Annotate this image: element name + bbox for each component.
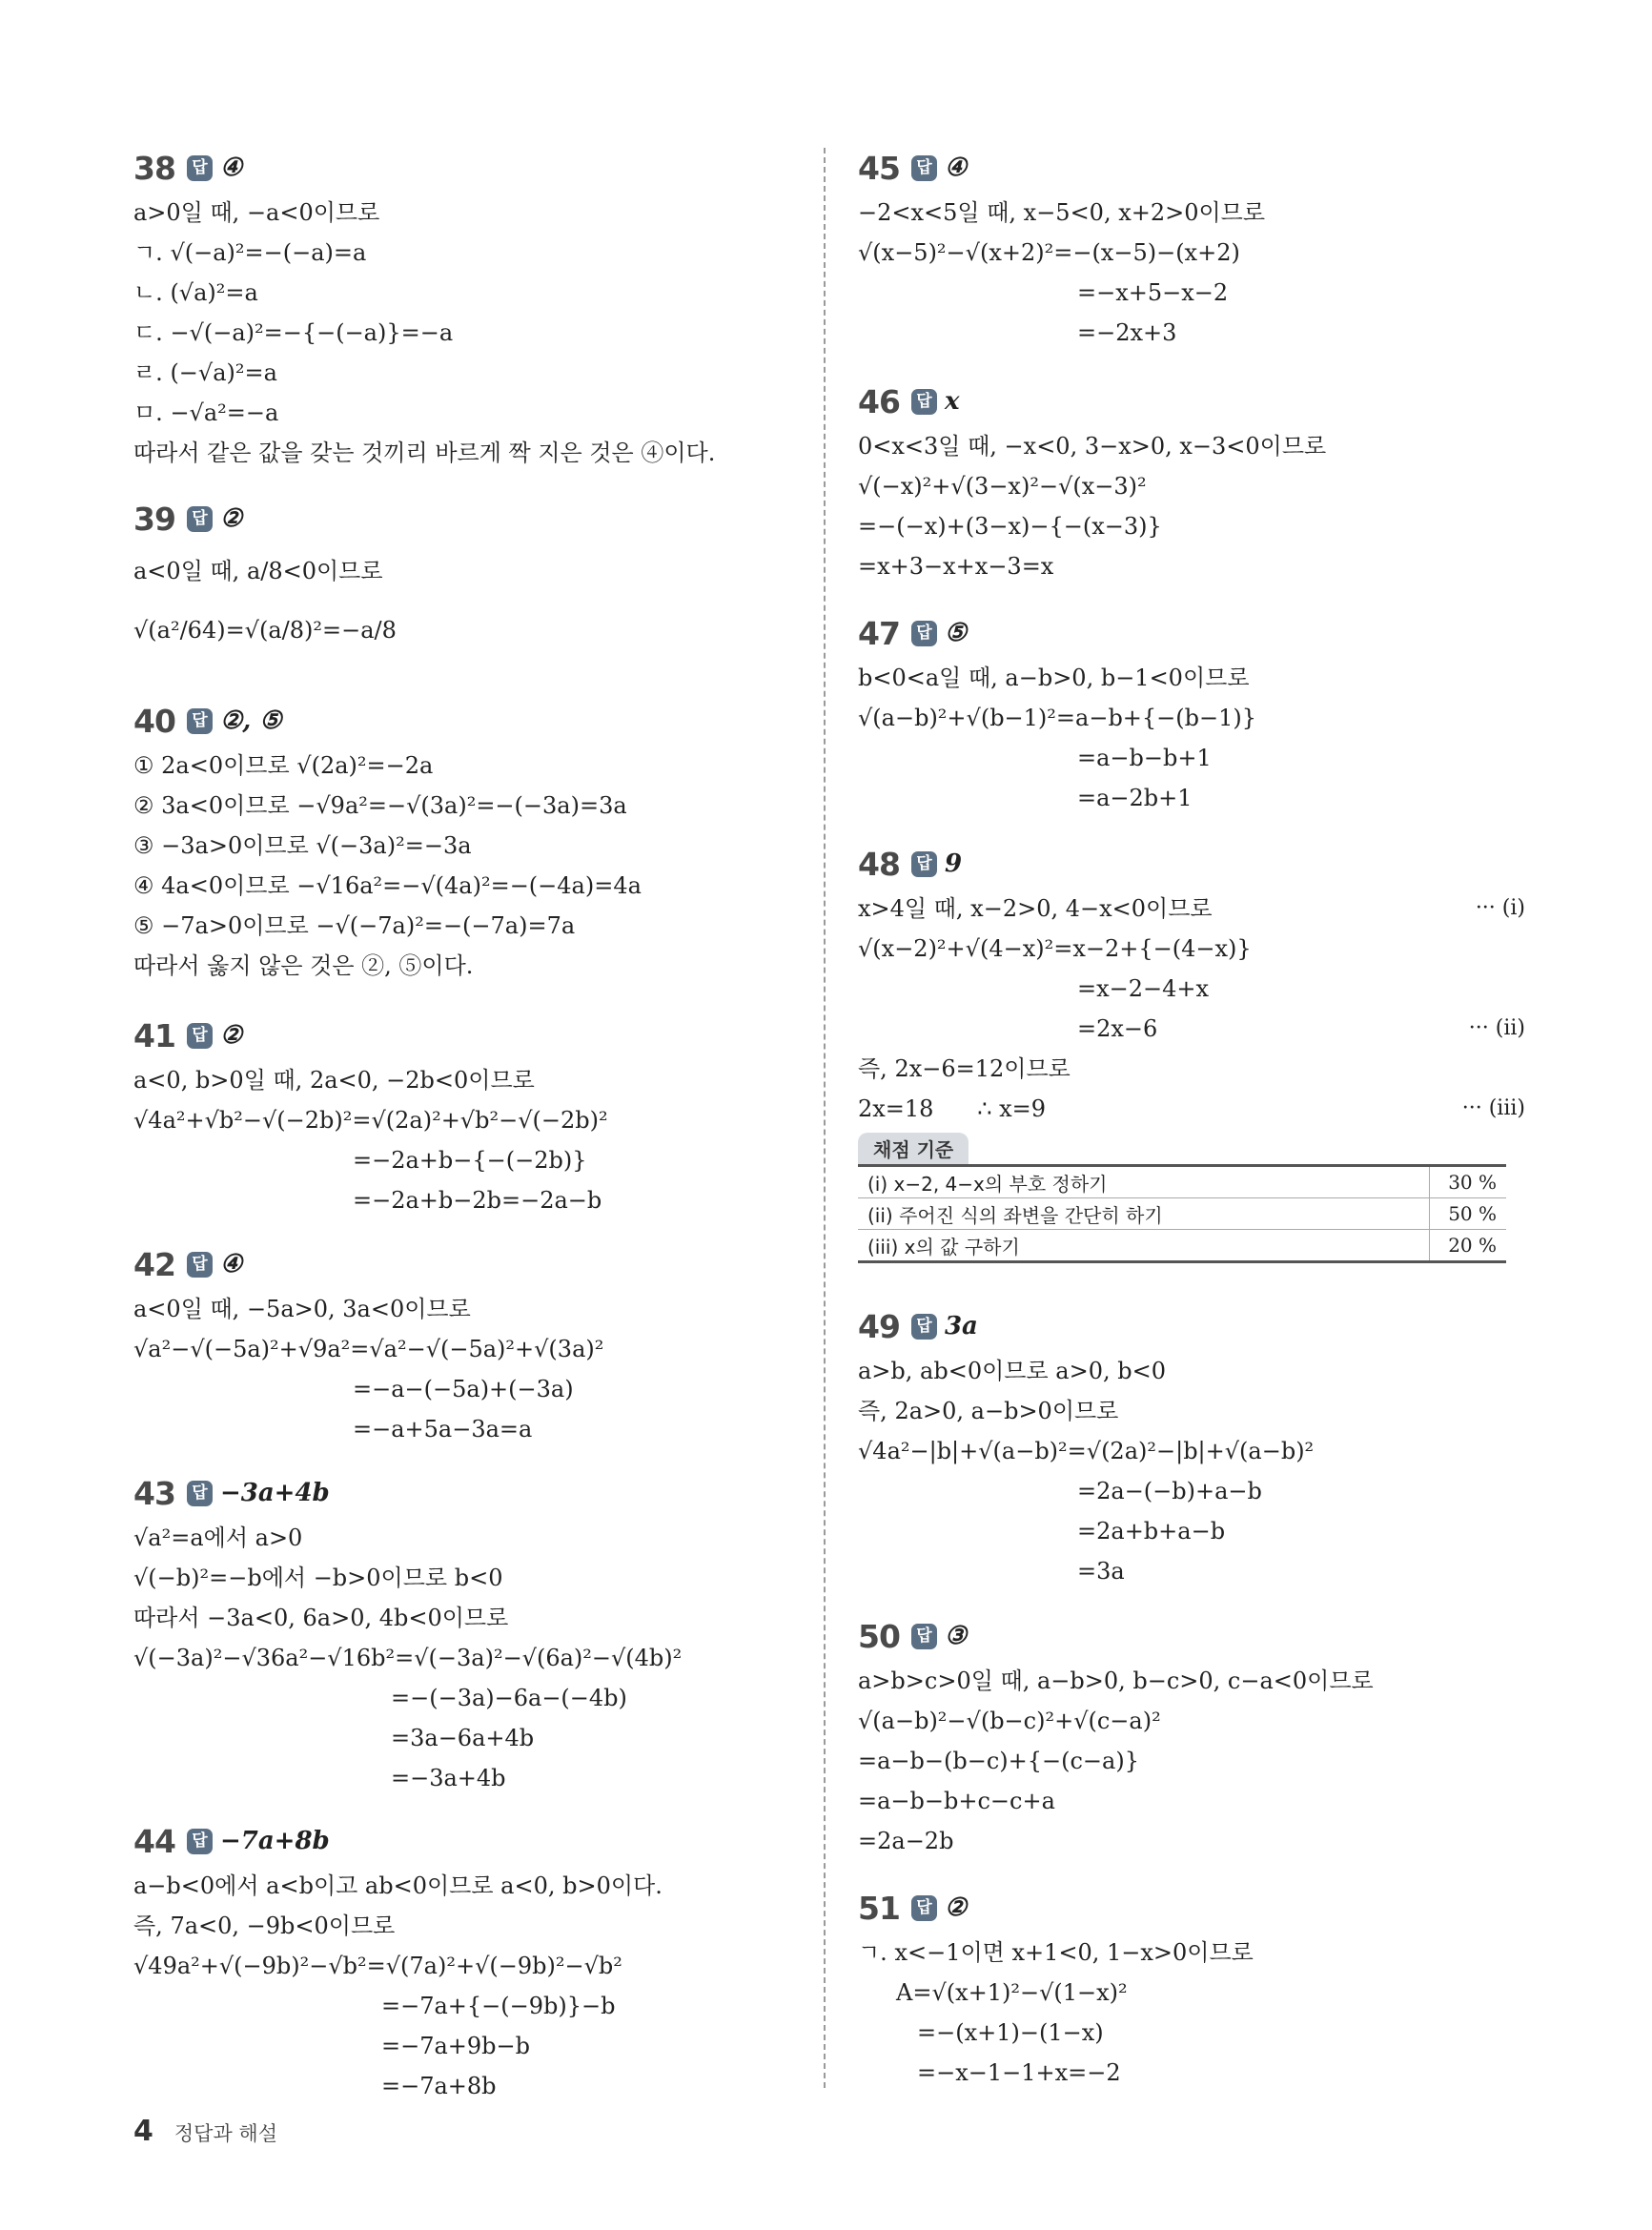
problem-51 xyxy=(858,1883,1525,2093)
step-marker: ··· (iii) xyxy=(1461,1096,1525,1120)
solution-line: b<0<a일 때, a−b>0, b−1<0이므로 xyxy=(858,665,1250,691)
solution-line: =3a−6a+4b xyxy=(391,1725,535,1751)
answer-badge: 답 xyxy=(911,1895,937,1921)
problem-42 xyxy=(133,1239,801,1449)
solution-line: =−x−1−1+x=−2 xyxy=(917,2059,1121,2086)
answer-badge: 답 xyxy=(911,1624,937,1649)
answer: ②, ⑤ xyxy=(219,706,282,735)
problem-number: 46 xyxy=(858,382,900,420)
solution-line: 즉, 2x−6=12이므로 xyxy=(858,1055,1071,1082)
solution-line: =2a+b+a−b xyxy=(1077,1518,1226,1545)
solution-line: 즉, 7a<0, −9b<0이므로 xyxy=(133,1913,396,1939)
solution-line: √(x−5)²−√(x+2)²=−(x−5)−(x+2) xyxy=(858,239,1240,266)
problem-38 xyxy=(133,143,801,473)
answer-badge: 답 xyxy=(187,708,213,734)
solution-line: ㄱ. √(−a)²=−(−a)=a xyxy=(133,239,367,266)
table-row xyxy=(858,1166,1506,1198)
solution-line: √(−b)²=−b에서 −b>0이므로 b<0 xyxy=(133,1565,503,1591)
step-marker: ··· (i) xyxy=(1475,896,1525,920)
answer: −7a+8b xyxy=(219,1827,330,1855)
answer-badge: 답 xyxy=(187,1252,213,1278)
solution-line: √(−x)²+√(3−x)²−√(x−3)² xyxy=(858,473,1147,500)
table-row xyxy=(858,1198,1506,1230)
solution-line: =−x+5−x−2 xyxy=(1077,279,1229,306)
problem-number: 44 xyxy=(133,1822,175,1860)
solution-line: 따라서 옳지 않은 것은 ②, ⑤이다. xyxy=(133,952,474,979)
solution-line: =−(−x)+(3−x)−{−(x−3)} xyxy=(858,513,1162,540)
solution-line: ⑤ −7a>0이므로 −√(−7a)²=−(−7a)=7a xyxy=(133,912,576,939)
problem-number: 40 xyxy=(133,702,175,740)
problem-44 xyxy=(133,1816,801,2106)
scoring-title: 채점 기준 xyxy=(858,1133,969,1164)
solution-line: =a−b−(b−c)+{−(c−a)} xyxy=(858,1748,1139,1774)
solution-line: ㄴ. (√a)²=a xyxy=(133,279,258,306)
solution-line: 2x=18 ∴ x=9 ··· (iii) xyxy=(858,1089,1525,1129)
solution-line: √(−3a)²−√36a²−√16b²=√(−3a)²−√(6a)²−√(4b)² xyxy=(133,1645,683,1671)
answer: ④ xyxy=(219,153,243,182)
answer-badge: 답 xyxy=(911,851,937,877)
problem-number: 51 xyxy=(858,1889,900,1927)
problem-number: 47 xyxy=(858,614,900,652)
solution-line: ㄱ. x<−1이면 x+1<0, 1−x>0이므로 xyxy=(858,1939,1254,1966)
solution-line: a<0일 때, −5a>0, 3a<0이므로 xyxy=(133,1296,471,1322)
scoring-percent: 30 % xyxy=(1430,1166,1507,1198)
answer-badge: 답 xyxy=(187,155,213,181)
solution-line: =3a xyxy=(1077,1558,1125,1585)
solution-line: 0<x<3일 때, −x<0, 3−x>0, x−3<0이므로 xyxy=(858,433,1327,460)
answer: ④ xyxy=(944,153,968,182)
problem-number: 50 xyxy=(858,1617,900,1655)
page-number: 4 xyxy=(133,2115,153,2148)
problem-47 xyxy=(858,608,1525,818)
solution-line: √4a²−|b|+√(a−b)²=√(2a)²−|b|+√(a−b)² xyxy=(858,1438,1315,1464)
solution-line: a>b>c>0일 때, a−b>0, b−c>0, c−a<0이므로 xyxy=(858,1667,1374,1694)
solution-line: a−b<0에서 a<b이고 ab<0이므로 a<0, b>0이다. xyxy=(133,1872,663,1899)
scoring-label: (iii) x의 값 구하기 xyxy=(858,1230,1430,1262)
solution-line: √a²=a에서 a>0 xyxy=(133,1524,303,1551)
problem-number: 48 xyxy=(858,845,900,883)
answer: 9 xyxy=(944,849,963,878)
problem-number: 38 xyxy=(133,149,175,187)
scoring-percent: 50 % xyxy=(1430,1198,1507,1230)
solution-line: =−2x+3 xyxy=(1077,319,1177,346)
problem-number: 42 xyxy=(133,1245,175,1283)
problem-48 xyxy=(858,839,1525,1263)
solution-line: √(a−b)²+√(b−1)²=a−b+{−(b−1)} xyxy=(858,705,1257,731)
problem-41 xyxy=(133,1011,801,1220)
solution-line: x>4일 때, x−2>0, 4−x<0이므로 ··· (i) xyxy=(858,889,1525,929)
answer: ⑤ xyxy=(944,619,968,647)
problem-46 xyxy=(858,377,1525,586)
answer: x xyxy=(944,387,960,416)
solution-line: a<0일 때, a/8<0이므로 xyxy=(133,558,383,584)
solution-line: A=√(x+1)²−√(1−x)² xyxy=(896,1979,1128,2006)
solution-line: √(a²/64)=√(a/8)²=−a/8 xyxy=(133,617,397,644)
solution-line: ③ −3a>0이므로 √(−3a)²=−3a xyxy=(133,832,472,859)
answer: ③ xyxy=(944,1622,968,1650)
solution-line: √a²−√(−5a)²+√9a²=√a²−√(−5a)²+√(3a)² xyxy=(133,1336,604,1362)
column-divider xyxy=(824,148,826,2088)
problem-number: 39 xyxy=(133,500,175,538)
solution-line: −2<x<5일 때, x−5<0, x+2>0이므로 xyxy=(858,199,1266,226)
problem-50 xyxy=(858,1611,1525,1861)
scoring-percent: 20 % xyxy=(1430,1230,1507,1262)
solution-line: ㄷ. −√(−a)²=−{−(−a)}=−a xyxy=(133,319,454,346)
answer-badge: 답 xyxy=(911,155,937,181)
solution-line: a>b, ab<0이므로 a>0, b<0 xyxy=(858,1358,1166,1384)
solution-line: =−7a+{−(−9b)}−b xyxy=(381,1993,616,2019)
answer: ② xyxy=(219,504,243,533)
page-footer xyxy=(133,2115,277,2148)
problem-number: 41 xyxy=(133,1016,175,1054)
answer: −3a+4b xyxy=(219,1479,330,1507)
footer-title: 정답과 해설 xyxy=(173,2122,277,2145)
answer-badge: 답 xyxy=(187,506,213,532)
solution-line: √49a²+√(−9b)²−√b²=√(7a)²+√(−9b)²−√b² xyxy=(133,1953,622,1979)
solution-line: =−(−3a)−6a−(−4b) xyxy=(391,1685,627,1711)
answer-badge: 답 xyxy=(911,1314,937,1340)
solution-line: 따라서 같은 값을 갖는 것끼리 바르게 짝 지은 것은 ④이다. xyxy=(133,440,716,466)
step-marker: ··· (ii) xyxy=(1468,1016,1525,1040)
solution-line: =−3a+4b xyxy=(391,1765,506,1791)
solution-line: =a−2b+1 xyxy=(1077,785,1193,811)
solution-line: =a−b−b+c−c+a xyxy=(858,1788,1055,1814)
solution-line: =−2a+b−{−(−2b)} xyxy=(353,1147,587,1174)
problem-39 xyxy=(133,494,801,662)
solution-line: =−7a+9b−b xyxy=(381,2033,531,2059)
answer: 3a xyxy=(944,1312,978,1340)
problem-45 xyxy=(858,143,1525,353)
solution-line: =−a−(−5a)+(−3a) xyxy=(353,1376,574,1402)
solution-line: √4a²+√b²−√(−2b)²=√(2a)²+√b²−√(−2b)² xyxy=(133,1107,608,1134)
solution-line: ① 2a<0이므로 √(2a)²=−2a xyxy=(133,752,434,779)
answer: ④ xyxy=(219,1250,243,1279)
scoring-label: (i) x−2, 4−x의 부호 정하기 xyxy=(858,1166,1430,1198)
problem-number: 49 xyxy=(858,1307,900,1345)
problem-43 xyxy=(133,1468,801,1798)
answer-badge: 답 xyxy=(187,1023,213,1049)
solution-line: =−7a+8b xyxy=(381,2073,497,2099)
answer-badge: 답 xyxy=(187,1829,213,1854)
solution-line: √(x−2)²+√(4−x)²=x−2+{−(4−x)} xyxy=(858,935,1252,962)
answer: ② xyxy=(219,1021,243,1050)
problem-number: 43 xyxy=(133,1474,175,1512)
solution-line: =x−2−4+x xyxy=(1077,975,1210,1002)
answer-badge: 답 xyxy=(911,621,937,646)
scoring-table xyxy=(858,1164,1506,1263)
solution-line: =−(x+1)−(1−x) xyxy=(917,2019,1104,2046)
table-row xyxy=(858,1230,1506,1262)
answer-badge: 답 xyxy=(911,389,937,415)
solution-line: =−a+5a−3a=a xyxy=(353,1416,533,1442)
scoring-label: (ii) 주어진 식의 좌변을 간단히 하기 xyxy=(858,1198,1430,1230)
solution-line: 따라서 −3a<0, 6a>0, 4b<0이므로 xyxy=(133,1605,509,1631)
solution-line: ④ 4a<0이므로 −√16a²=−√(4a)²=−(−4a)=4a xyxy=(133,872,642,899)
solution-line: =2x−6 ··· (ii) xyxy=(858,1009,1525,1049)
solution-line: =x+3−x+x−3=x xyxy=(858,553,1054,580)
problem-49 xyxy=(858,1301,1525,1591)
solution-line: a>0일 때, −a<0이므로 xyxy=(133,199,380,226)
solution-line: √(a−b)²−√(b−c)²+√(c−a)² xyxy=(858,1708,1161,1734)
problem-number: 45 xyxy=(858,149,900,187)
solution-line: ㄹ. (−√a)²=a xyxy=(133,359,277,386)
answer: ② xyxy=(944,1893,968,1922)
solution-line: =2a−2b xyxy=(858,1828,954,1854)
solution-line: ② 3a<0이므로 −√9a²=−√(3a)²=−(−3a)=3a xyxy=(133,792,627,819)
problem-40 xyxy=(133,696,801,986)
solution-line: ㅁ. −√a²=−a xyxy=(133,399,279,426)
solution-line: a<0, b>0일 때, 2a<0, −2b<0이므로 xyxy=(133,1067,535,1094)
solution-line: =2a−(−b)+a−b xyxy=(1077,1478,1262,1504)
solution-line: 즉, 2a>0, a−b>0이므로 xyxy=(858,1398,1119,1424)
answer-badge: 답 xyxy=(187,1481,213,1506)
solution-line: =−2a+b−2b=−2a−b xyxy=(353,1187,602,1214)
solution-line: =a−b−b+1 xyxy=(1077,745,1212,771)
